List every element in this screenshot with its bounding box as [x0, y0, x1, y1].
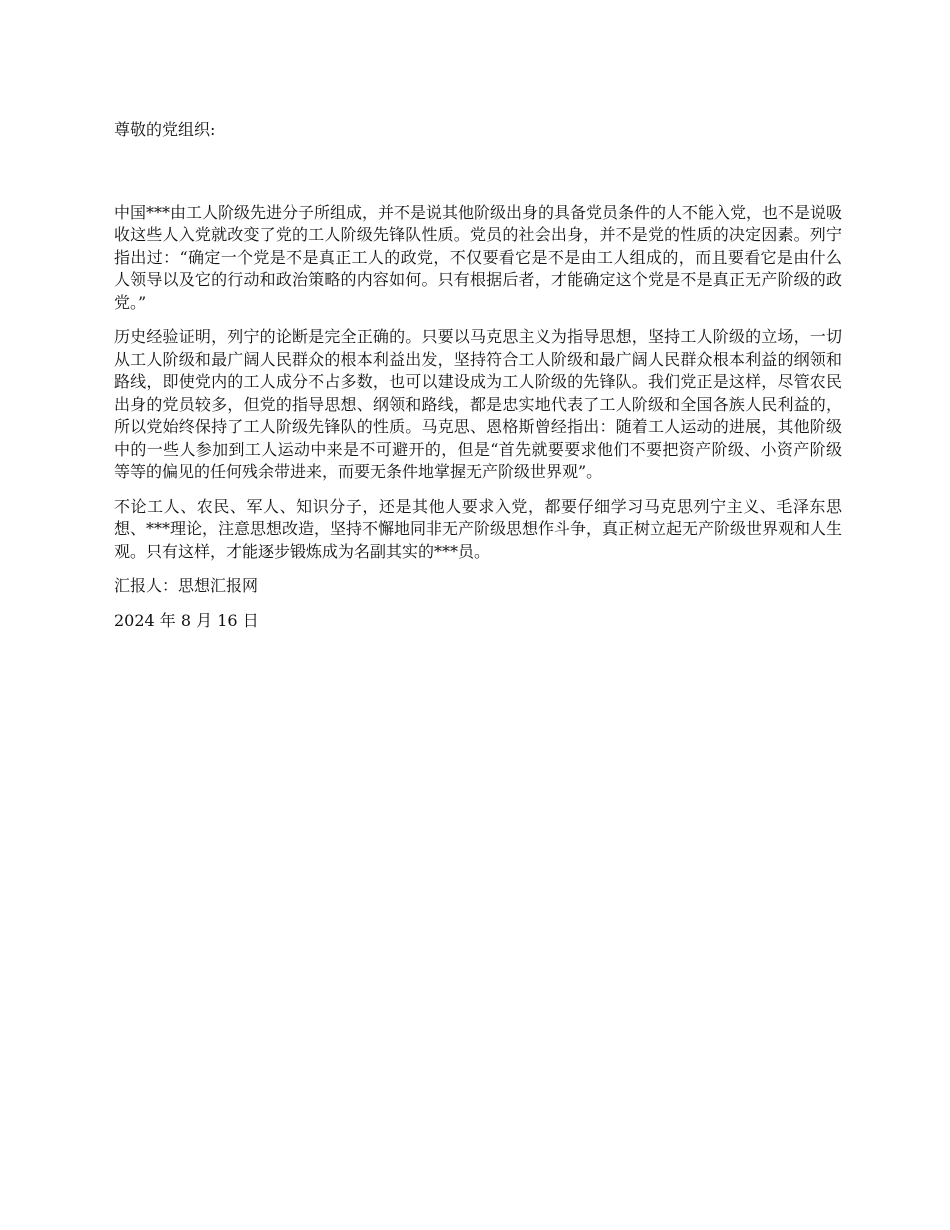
- body-paragraph-3: 不论工人、农民、军人、知识分子，还是其他人要求入党，都要仔细学习马克思列宁主义、毛泽东思想、***理论，注意思想改造，坚持不懈地同非无产阶级思想作斗争，真正树立起无产阶级世界观和人生观。只有这样，才能逐步锻炼成为名副其实的***员。: [114, 496, 843, 561]
- date-line: 2024 年 8 月 16 日: [114, 610, 259, 630]
- signer-line: 汇报人：思想汇报网: [114, 576, 259, 595]
- body-paragraph-1: 中国***由工人阶级先进分子所组成，并不是说其他阶级出身的具备党员条件的人不能入党，也不是说吸收这些人入党就改变了党的工人阶级先锋队性质。党员的社会出身，并不是党的性质的决定因素。列宁指出过：“确定一个党是不是真正工人的政党，不仅要看它是不是由工人组成的，而且要看它是由什么人领导以及它的行动和政治策略的内容如何。只有根据后者，才能确定这个党是不是真正无产阶级的政党。”: [114, 202, 843, 312]
- document-page: [114, 119, 842, 632]
- body-paragraph-2: 历史经验证明，列宁的论断是完全正确的。只要以马克思主义为指导思想，坚持工人阶级的立场，一切从工人阶级和最广阔人民群众的根本利益出发，坚持符合工人阶级和最广阔人民群众根本利益的纲领和路线，即使党内的工人成分不占多数，也可以建设成为工人阶级的先锋队。我们党正是这样，尽管农民出身的党员较多，但党的指导思想、纲领和路线，都是忠实地代表了工人阶级和全国各族人民利益的，所以党始终保持了工人阶级先锋队的性质。马克思、恩格斯曾经指出：随着工人运动的进展，其他阶级中的一些人参加到工人运动中来是不可避开的，但是“首先就要要求他们不要把资产阶级、小资产阶级等等的偏见的任何残余带进来，而要无条件地掌握无产阶级世界观”。: [114, 327, 842, 481]
- salutation: 尊敬的党组织:: [114, 120, 216, 139]
